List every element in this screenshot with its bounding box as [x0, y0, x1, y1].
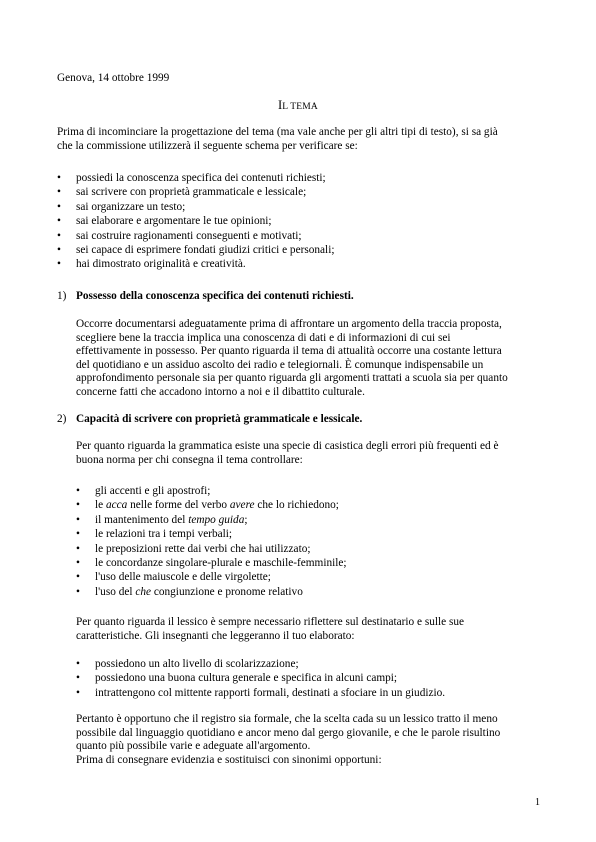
list-item-text: sai costruire ragionamenti conseguenti e motivati; [76, 229, 302, 242]
bullet-icon: • [57, 215, 61, 228]
list-item-text: sai organizzare un testo; [76, 200, 186, 213]
bullet-icon: • [57, 258, 61, 271]
list-item-text: nelle forme del verbo [127, 499, 230, 512]
list-item [76, 570, 347, 584]
title-rest: L TEMA [282, 102, 318, 112]
list-item-text: sai scrivere con proprietà grammaticale e lessicale; [76, 186, 307, 199]
italic-term: acca [105, 499, 128, 512]
list-item-text: congiunzione e pronome relativo [151, 585, 303, 598]
body-line: possibile dal linguaggio quotidiano e ancor meno dal gergo giovanile, e che le parole risultino [76, 726, 501, 739]
list-item-text: le [95, 499, 106, 512]
bullet-icon: • [76, 672, 80, 685]
list-item [57, 229, 334, 243]
list-item-text: l'uso del [95, 585, 136, 598]
list-item [76, 527, 347, 541]
list-item-text: gli accenti e gli apostrofi; [95, 485, 211, 497]
list-item-text: ; [244, 513, 248, 526]
body-line: effettivamente in possesso. Per quanto riguarda il tema di attualità occorre una costante lettura [76, 345, 502, 357]
italic-term: tempo guida [188, 513, 245, 526]
teachers-list [76, 657, 445, 700]
bullet-icon: • [76, 585, 80, 598]
closing-paragraph [76, 713, 500, 767]
document-title [0, 99, 596, 115]
list-item-text: il mantenimento del [95, 513, 189, 526]
list-item [57, 214, 334, 228]
body-line: buona norma per chi consegna il tema controllare: [76, 453, 303, 466]
body-line: Pertanto è opportuno che il registro sia formale, che la scelta cada su un lessico tratto il meno [76, 713, 498, 725]
title-initial: I [278, 98, 283, 112]
bullet-icon: • [57, 244, 61, 257]
list-item-text: che lo richiedono; [254, 499, 339, 512]
list-item [76, 657, 445, 671]
intro-line: Prima di incominciare la progettazione del tema (ma vale anche per gli altri tipi di testo), si sa già [57, 126, 498, 138]
list-item [57, 257, 334, 271]
list-item [57, 171, 334, 185]
bullet-icon: • [76, 499, 80, 512]
list-item [76, 498, 347, 512]
list-item-text: possiedono una buona cultura generale e specifica in alcuni campi; [95, 672, 398, 685]
italic-term: avere [229, 499, 255, 512]
bullet-icon: • [76, 686, 80, 699]
list-item [76, 513, 347, 527]
bullet-icon: • [57, 172, 61, 184]
list-item [76, 671, 445, 685]
bullet-icon: • [57, 200, 61, 213]
list-item-text: le concordanze singolare-plurale e maschile-femminile; [95, 557, 347, 570]
criteria-list [57, 171, 334, 272]
italic-term: che [135, 585, 152, 598]
bullet-icon: • [57, 229, 61, 242]
list-item-text: possiedono un alto livello di scolarizzazione; [95, 658, 299, 670]
body-line: Per quanto riguarda la grammatica esiste una specie di casistica degli errori più frequenti ed è [76, 440, 499, 452]
list-item-text: hai dimostrato originalità e creatività. [76, 258, 246, 271]
section-2-intro [76, 440, 499, 467]
bullet-icon: • [57, 186, 61, 199]
page-number: 1 [535, 797, 540, 808]
bullet-icon: • [76, 571, 80, 584]
list-item [57, 200, 334, 214]
grammar-checklist [76, 484, 347, 599]
list-item-text: intrattengono col mittente rapporti formali, destinati a sfociare in un giudizio. [95, 686, 446, 699]
body-line: caratteristiche. Gli insegnanti che leggeranno il tuo elaborato: [76, 629, 355, 642]
list-item [57, 243, 334, 257]
body-line: quanto più possibile varie e adeguate all'argomento. [76, 740, 311, 752]
bullet-icon: • [76, 557, 80, 570]
document-date: Genova, 14 ottobre 1999 [57, 72, 170, 84]
bullet-icon: • [76, 528, 80, 541]
list-item-text: sai elaborare e argomentare le tue opinioni; [76, 215, 272, 228]
list-item [76, 585, 347, 599]
lexicon-paragraph [76, 616, 464, 643]
intro-paragraph [57, 126, 498, 153]
list-item [76, 686, 445, 700]
bullet-icon: • [76, 513, 80, 526]
list-item-text: le preposizioni rette dai verbi che hai utilizzato; [95, 542, 311, 555]
body-line: Occorre documentarsi adeguatamente prima di affrontare un argomento della traccia proposta, [76, 318, 502, 330]
section-title: Capacità di scrivere con proprietà grammaticale e lessicale. [76, 413, 363, 425]
body-line: scegliere bene la traccia implica una conoscenza di dati e di informazioni di cui sei [76, 331, 451, 344]
body-line: Prima di consegnare evidenzia e sostituisci con sinonimi opportuni: [76, 753, 382, 766]
body-line: concerne fatti che accadono intorno a noi e il dibattito culturale. [76, 385, 365, 398]
bullet-icon: • [76, 658, 80, 670]
section-number: 1) [57, 290, 67, 302]
list-item-text: sei capace di esprimere fondati giudizi critici e personali; [76, 244, 335, 257]
list-item [57, 185, 334, 199]
section-number: 2) [57, 413, 67, 425]
list-item-text: l'uso delle maiuscole e delle virgolette; [95, 571, 271, 584]
section-1-body [76, 318, 508, 399]
list-item-text: le relazioni tra i tempi verbali; [95, 528, 233, 541]
intro-line: che la commissione utilizzerà il seguente schema per verificare se: [57, 139, 358, 152]
list-item-text: possiedi la conoscenza specifica dei contenuti richiesti; [76, 172, 326, 184]
list-item [76, 556, 347, 570]
bullet-icon: • [76, 485, 80, 497]
list-item [76, 542, 347, 556]
section-title: Possesso della conoscenza specifica dei contenuti richiesti. [76, 290, 354, 302]
list-item [76, 484, 347, 498]
body-line: del quotidiano e un assiduo ascolto dei radio e telegiornali. È comunque indispensabile un [76, 358, 484, 371]
bullet-icon: • [76, 542, 80, 555]
body-line: Per quanto riguarda il lessico è sempre necessario riflettere sul destinatario e sulle sue [76, 616, 465, 628]
body-line: approfondimento personale sia per quanto riguarda gli argomenti trattati a scuola sia per quanto [76, 372, 508, 384]
